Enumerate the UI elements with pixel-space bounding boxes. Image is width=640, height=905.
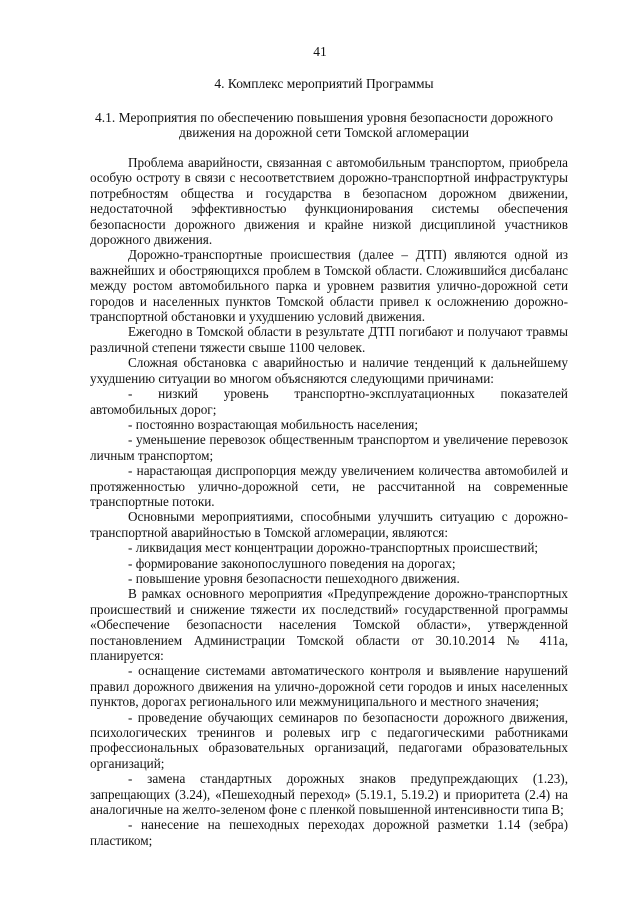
- list-item: - проведение обучающих семинаров по безопасности дорожного движения, психологических тренингов и ролевых игр с педагогическими работниками профессиональных образовательных организаций, педагогами образовательных организаций;: [90, 709, 568, 771]
- list-item: - формирование законопослушного поведения на дорогах;: [128, 555, 456, 571]
- paragraph: Проблема аварийности, связанная с автомобильным транспортом, приобрела особую остроту в связи с несоответствием дорожно-транспортной инфраструктуры потребностям общества и государства в безопасном дорожном движении, недостаточной эффективностью функционирования системы обеспечения безопасности дорожного движения и крайне низкой дисциплиной участников дорожного движения.: [90, 155, 568, 248]
- list-item: - замена стандартных дорожных знаков предупреждающих (1.23), запрещающих (3.24), «Пешеходный переход» (5.19.1, 5.19.2) и приоритета (2.4) на аналогичные на желто-зеленом фоне с пленкой повышенной интенсивности типа В;: [90, 771, 568, 818]
- document-body: [90, 155, 568, 848]
- list-item: - оснащение системами автоматического контроля и выявление нарушений правил дорожного движения на улично-дорожной сети городов и иных населенных пунктов, дорогах регионального или межмуниципального и местного значения;: [90, 663, 568, 710]
- list-item: - постоянно возрастающая мобильность населения;: [128, 416, 419, 432]
- list-item: - низкий уровень транспортно-эксплуатационных показателей автомобильных дорог;: [90, 386, 568, 417]
- list-item: - уменьшение перевозок общественным транспортом и увеличение перевозок личным транспортом;: [90, 432, 568, 463]
- paragraph: Сложная обстановка с аварийностью и наличие тенденций к дальнейшему ухудшению ситуации во многом объясняются следующими причинами:: [90, 355, 568, 386]
- list-item: - ликвидация мест концентрации дорожно-транспортных происшествий;: [128, 540, 539, 556]
- page-number: 41: [313, 44, 327, 59]
- subsection-title: 4.1. Мероприятия по обеспечению повышения уровня безопасности дорожного движения на дорожной сети Томской агломерации: [95, 110, 553, 141]
- list-item: - нарастающая диспропорция между увеличением количества автомобилей и протяженностью улично-дорожной сети, не рассчитанной на современные транспортные потоки.: [90, 463, 568, 509]
- paragraph: Дорожно-транспортные происшествия (далее – ДТП) являются одной из важнейших и обостряющихся проблем в Томской области. Сложившийся дисбаланс между ростом автомобильного парка и уровнем развития улично-дорожной сети городов и населенных пунктов Томской области привел к осложнению дорожно-транспортной обстановки и ухудшению условий движения.: [90, 247, 568, 325]
- section-title: 4. Комплекс мероприятий Программы: [214, 76, 434, 91]
- paragraph: Основными мероприятиями, способными улучшить ситуацию с дорожно-транспортной аварийностью в Томской агломерации, являются:: [90, 509, 568, 540]
- paragraph: Ежегодно в Томской области в результате ДТП погибают и получают травмы различной степени тяжести свыше 1100 человек.: [90, 324, 568, 355]
- list-item: - повышение уровня безопасности пешеходного движения.: [128, 570, 460, 586]
- list-item: - нанесение на пешеходных переходах дорожной разметки 1.14 (зебра) пластиком;: [90, 817, 568, 848]
- paragraph: В рамках основного мероприятия «Предупреждение дорожно-транспортных происшествий и снижение тяжести их последствий» государственной программы «Обеспечение безопасности населения Томской области», утвержденной постановлением Администрации Томской области от 30.10.2014 № 411а, планируется:: [90, 586, 568, 663]
